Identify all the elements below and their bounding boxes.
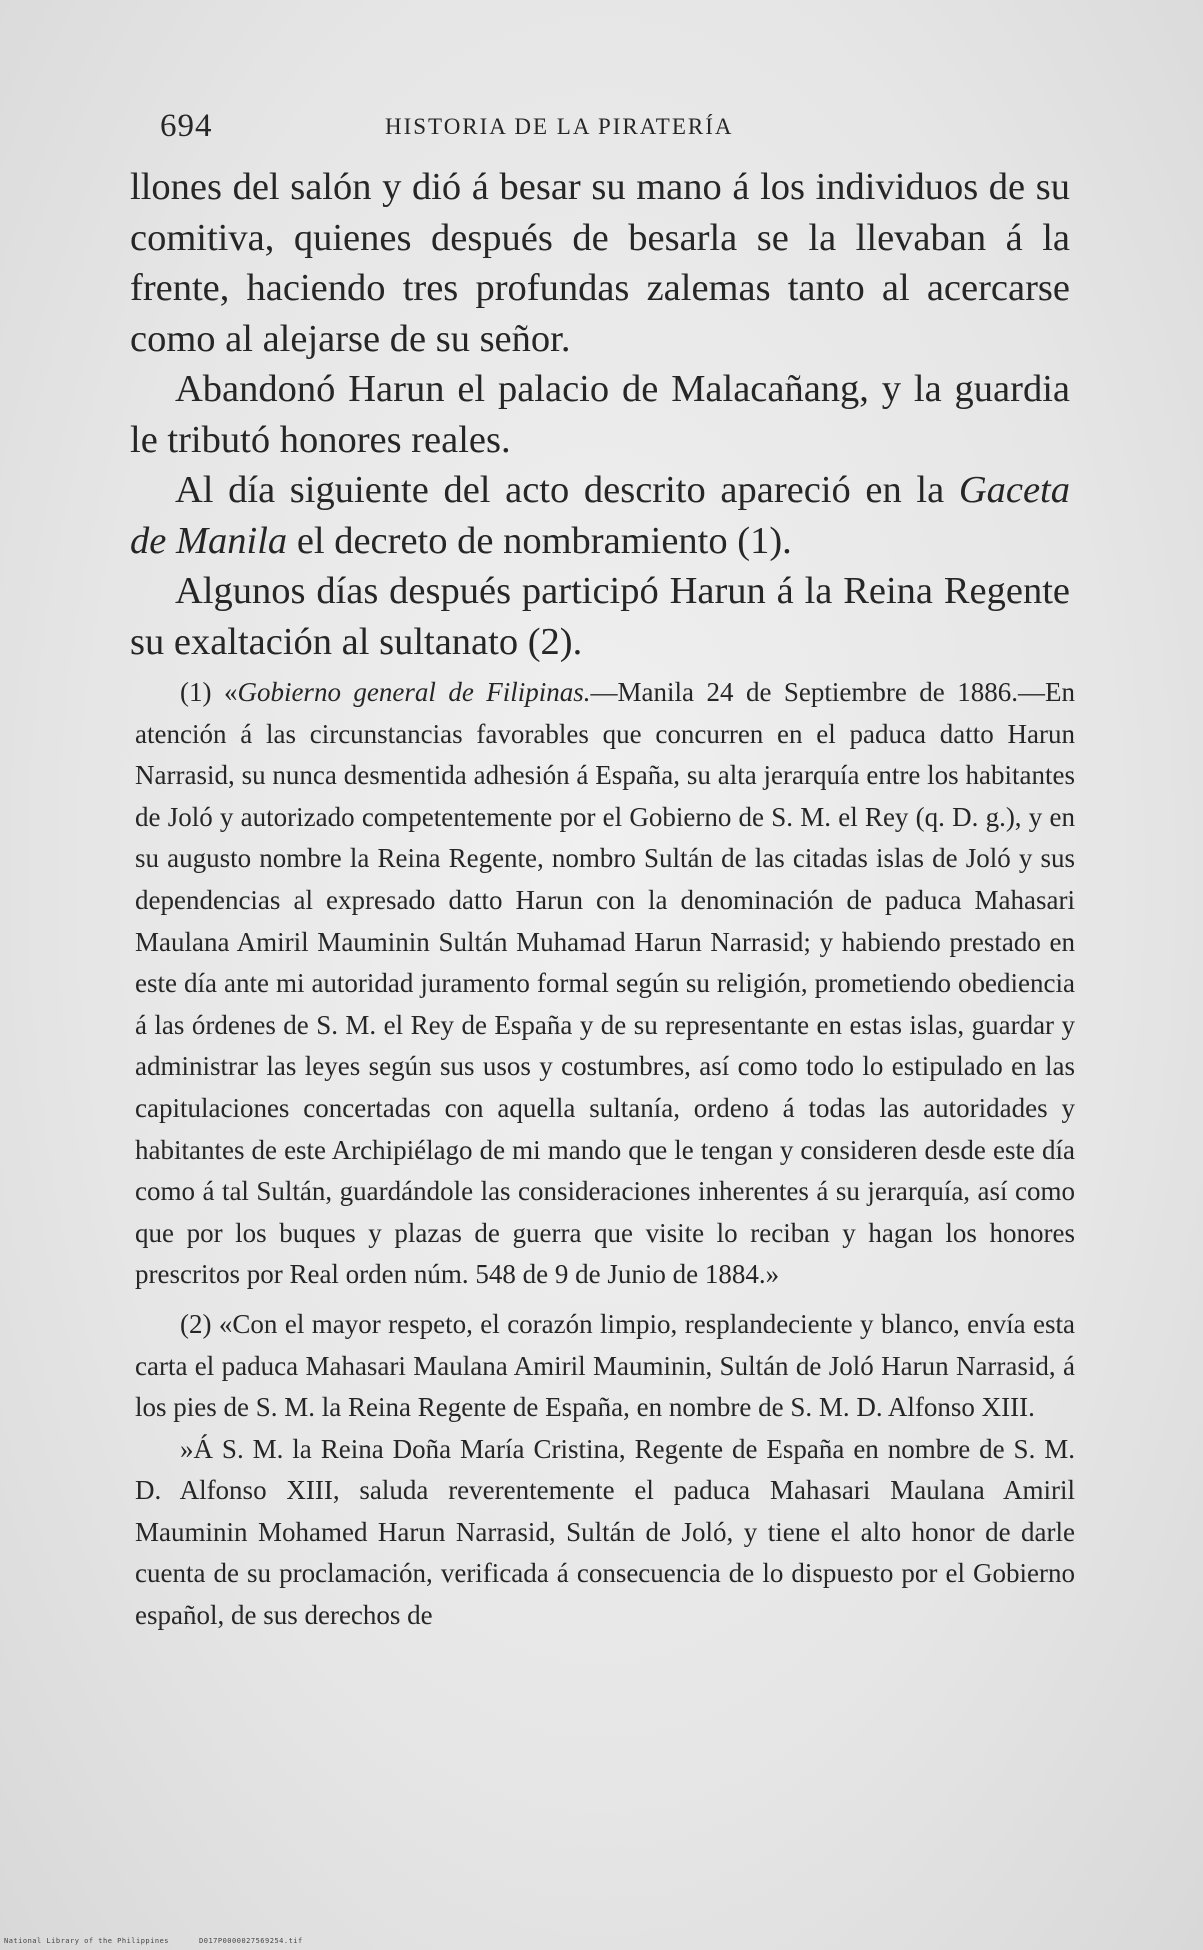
scan-footer bbox=[4, 1937, 303, 1945]
footnotes bbox=[135, 672, 1075, 1637]
footnote-1-marker: (1) bbox=[180, 677, 212, 707]
file-id: D017P0000027569254.tif bbox=[199, 1937, 303, 1945]
running-title: HISTORIA DE LA PIRATERÍA bbox=[385, 114, 734, 139]
footnote-2-text: «Con el mayor respeto, el corazón limpio, resplandeciente y blanco, envía esta carta el paduca Mahasari Maulana Amiril Mauminin, Sultán de Joló Harun Narrasid, á los pies de S. M. la Reina Regente de España, en nombre de S. M. D. Alfonso XIII. bbox=[135, 1308, 1075, 1423]
paragraph-1: llones del salón y dió á besar su mano á los individuos de su comitiva, quienes después de besarla se la llevaban á la frente, haciendo tres profundas zalemas tanto al acercarse como al alejarse de su señor. bbox=[130, 166, 1070, 360]
footnote-1-italic-title: Gobierno general de Filipinas. bbox=[237, 677, 591, 707]
page-number: 694 bbox=[160, 108, 213, 144]
gazette-title: Gaceta de Manila bbox=[130, 469, 1070, 562]
footnote-2-continuation: »Á S. M. la Reina Doña María Cristina, Regente de España en nombre de S. M. D. Alfonso XIII, saluda reverentemente el paduca Mahasari Maulana Amiril Mauminin Mohamed Harun Narrasid, Sultán de Joló, y tiene el alto honor de darle cuenta de su proclamación, verificada á consecuencia de lo dispuesto por el Gobierno español, de sus derechos de bbox=[135, 1433, 1075, 1631]
footnote-1-open-quote: « bbox=[211, 677, 238, 707]
paragraph-2: Abandonó Harun el palacio de Malacañang, y la guardia le tributó honores reales. bbox=[130, 368, 1070, 461]
library-name: National Library of the Philippines bbox=[4, 1937, 170, 1945]
paragraph-3-end: el decreto de nombramiento (1). bbox=[287, 519, 792, 562]
page-header bbox=[160, 108, 1080, 148]
paragraph-4: Algunos días después participó Harun á la Reina Regente su exaltación al sultanato (2). bbox=[130, 570, 1070, 663]
paragraph-3 bbox=[130, 465, 1070, 566]
footnote-2 bbox=[135, 1304, 1075, 1429]
footnote-1-text: —Manila 24 de Septiembre de 1886.—En atención á las circunstancias favorables que concurren en el paduca datto Harun Narrasid, su nunca desmentida adhesión á España, su alta jerarquía entre los habitantes de Joló y autorizado competentemente por el Gobierno de S. M. el Rey (q. D. g.), y en su augusto nombre la Reina Regente, nombro Sultán de las citadas islas de Joló y sus dependencias al expresado datto Harun con la denominación de paduca Mahasari Maulana Amiril Mauminin Sultán Muhamad Harun Narrasid; y habiendo prestado en este día ante mi autoridad juramento formal según su religión, prometiendo obediencia á las órdenes de S. M. el Rey de España y de su representante en estas islas, guardar y administrar las leyes según sus usos y costumbres, así como todo lo estipulado en las capitulaciones concertadas con aquella sultanía, ordeno á todas las autoridades y habitantes de este Archipiélago de mi mando que le tengan y consideren desde este día como á tal Sultán, guardándole las consideraciones inherentes á su jerarquía, así como que por los buques y plazas de guerra que visite lo reciban y hagan los honores prescritos por Real orden núm. 548 de 9 de Junio de 1884.» bbox=[135, 677, 1075, 1290]
main-text bbox=[130, 162, 1070, 667]
footnote-2-marker: (2) bbox=[180, 1308, 212, 1339]
paragraph-3-start: Al día siguiente del acto descrito apareció en la bbox=[175, 469, 959, 511]
footnote-1 bbox=[135, 672, 1075, 1296]
